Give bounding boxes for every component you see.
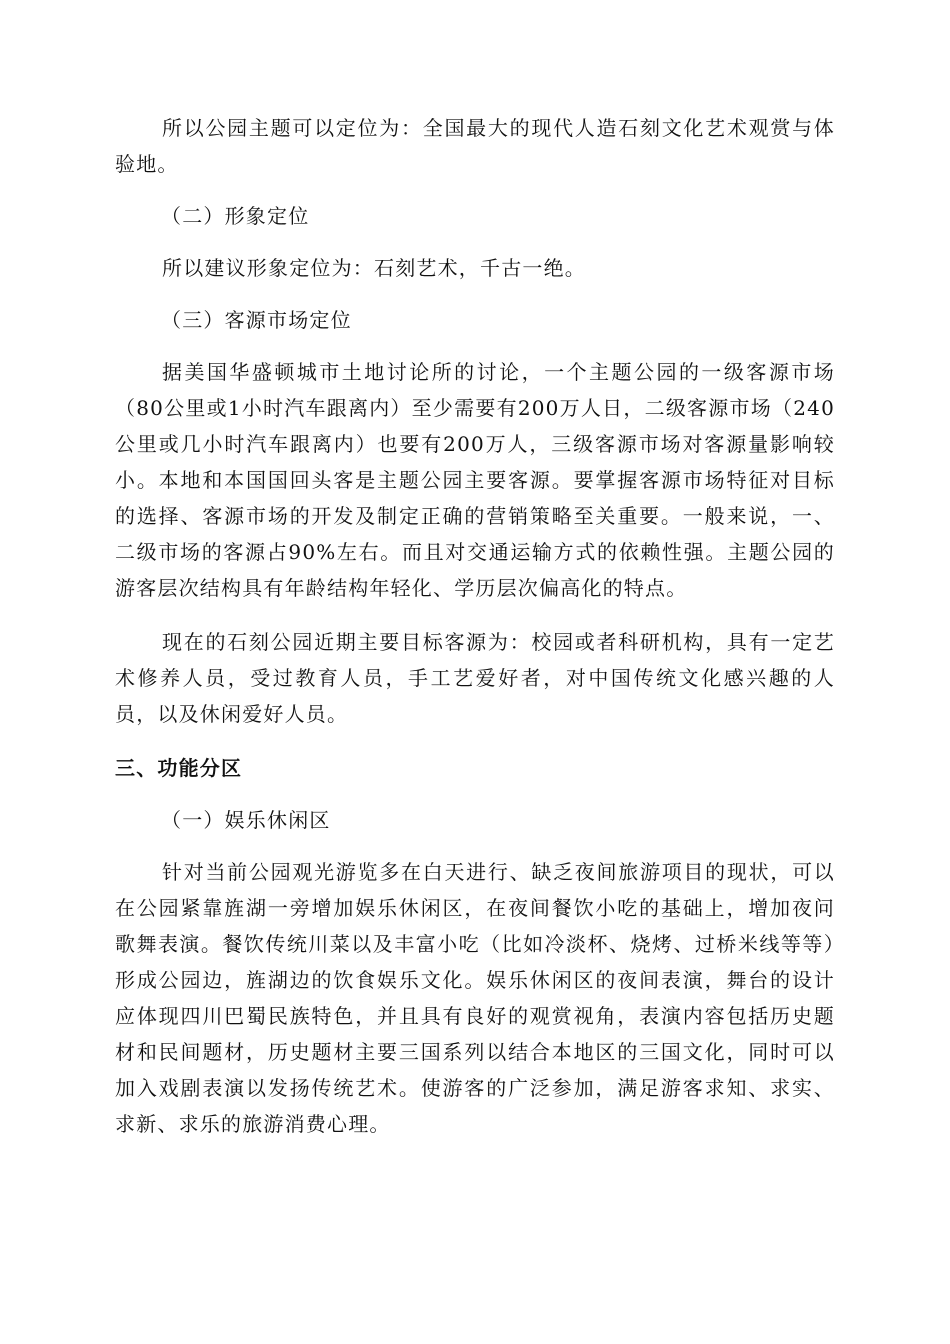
spacer bbox=[115, 182, 835, 198]
paragraph-target-visitors: 现在的石刻公园近期主要目标客源为：校园或者科研机构，具有一定艺术修养人员，受过教育人员，手工艺爱好者，对中国传统文化感兴趣的人员，以及休闲爱好人员。 bbox=[115, 630, 835, 726]
heading-image-positioning: （二）形象定位 bbox=[161, 204, 310, 228]
spacer bbox=[115, 838, 835, 854]
spacer bbox=[115, 338, 835, 354]
spacer bbox=[115, 234, 835, 250]
heading-function-zoning: 三、功能分区 bbox=[115, 756, 243, 780]
paragraph-leisure-zone: 针对当前公园观光游览多在白天进行、缺乏夜间旅游项目的现状，可以在公园紧靠旌湖一旁增加娱乐休闲区，在夜间餐饮小吃的基础上，增加夜问歌舞表演。餐饮传统川菜以及丰富小吃（比如冷淡杯、烧烤、过桥米线等等）形成公园边，旌湖边的饮食娱乐文化。娱乐休闲区的夜间表演，舞台的设计应体现四川巴蜀民族特色，并且具有良好的观赏视角，表演内容包括历史题材和民间题材，历史题材主要三国系列以结合本地区的三国文化，同时可以加入戏剧表演以发扬传统艺术。使游客的广泛参加，满足游客求知、求实、求新、求乐的旅游消费心理。 bbox=[115, 860, 835, 1136]
spacer bbox=[115, 786, 835, 802]
paragraph-market-research: 据美国华盛顿城市土地讨论所的讨论，一个主题公园的一级客源市场（80公里或1小时汽车跟离内）至少需要有200万人日，二级客源市场（240公里或几小时汽车跟离内）也要有200万人，三级客源市场对客源量影响较小。本地和本国国回头客是主题公园主要客源。要掌握客源市场特征对目标的选择、客源市场的开发及制定正确的营销策略至关重要。一般来说，一、二级市场的客源占90%左右。而且对交通运输方式的依赖性强。主题公园的游客层次结构具有年龄结构年轻化、学历层次偏高化的特点。 bbox=[115, 360, 835, 600]
spacer bbox=[115, 732, 835, 750]
paragraph-image-positioning: 所以建议形象定位为：石刻艺术，千古一绝。 bbox=[162, 256, 586, 280]
document-body bbox=[115, 110, 835, 1142]
spacer bbox=[115, 606, 835, 624]
heading-leisure-zone: （一）娱乐休闲区 bbox=[161, 808, 331, 832]
spacer bbox=[115, 286, 835, 302]
heading-market-positioning: （三）客源市场定位 bbox=[161, 308, 352, 332]
paragraph-theme-positioning: 所以公园主题可以定位为：全国最大的现代人造石刻文化艺术观赏与体验地。 bbox=[115, 116, 835, 176]
